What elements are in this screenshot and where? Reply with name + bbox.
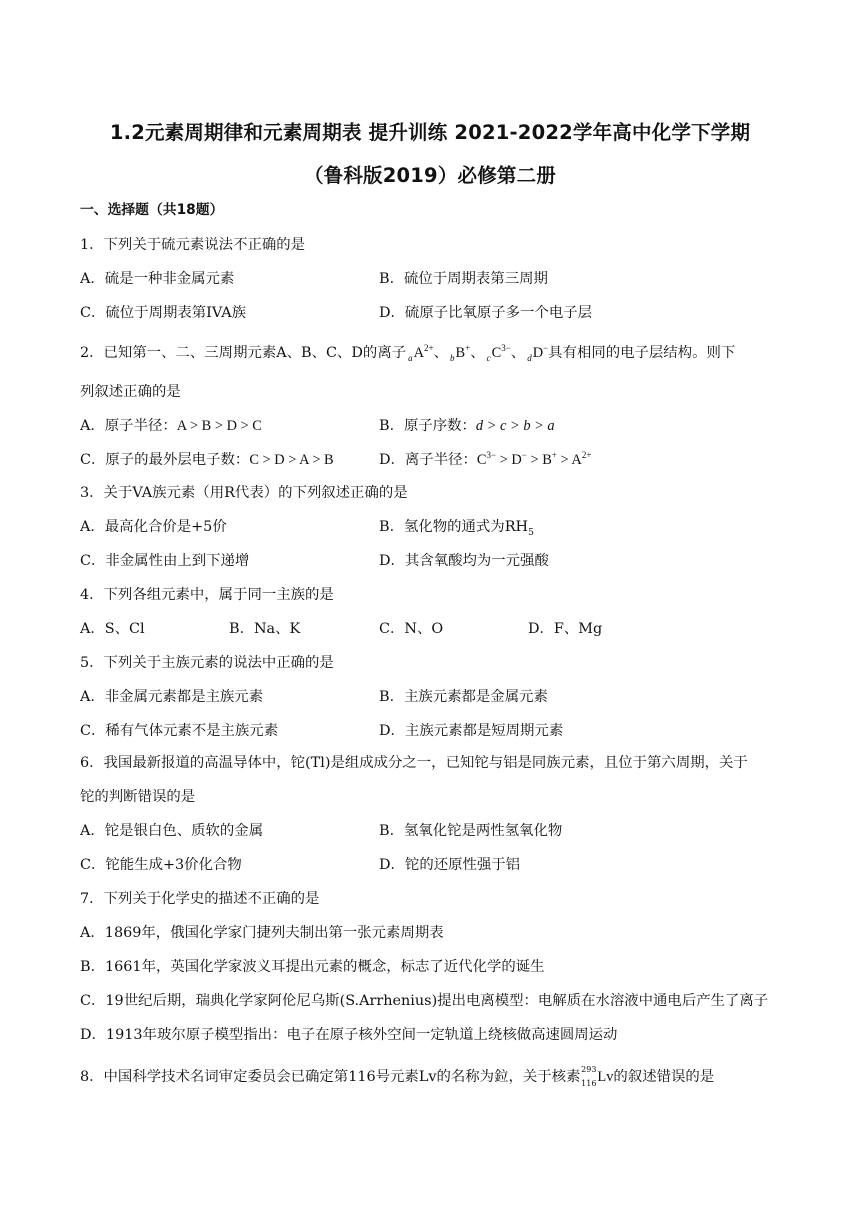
question-7-option-c: C．19世纪后期，瑞典化学家阿伦尼乌斯(S.Arrhenius)提出电离模型：电解质在水溶液中通电后产生了离子 (80, 993, 769, 1009)
question-6-stem-line-1: 6．我国最新报道的高温导体中，铊(Tl)是组成成分之一，已知铊与铝是同族元素，且位于第六周期，关于 (80, 755, 748, 771)
question-6-option-d: D．铊的还原性强于铝 (379, 857, 521, 873)
question-2-stem-prefix: 2．已知第一、二、三周期元素A、B、C、D的离子 (80, 345, 407, 361)
section-heading: 一、选择题（共18题） (80, 202, 224, 218)
question-3-stem: 3．关于VA族元素（用R代表）的下列叙述正确的是 (80, 485, 408, 501)
question-8-stem: 8．中国科学技术名词审定委员会已确定第116号元素Lv的名称为鉝，关于核素 293 116 Lv的叙述错误的是 (80, 1065, 715, 1088)
question-3-option-b: B．氢化物的通式为$RH_5$ (379, 519, 534, 538)
question-2-option-c: C．原子的最外层电子数：C > D > A > B (80, 452, 334, 468)
question-2-stem-suffix: 具有相同的电子层结构。则下 (548, 345, 736, 361)
question-4-option-a: A．S、Cl (80, 621, 145, 637)
nuclide-notation: 293 116 (581, 1065, 597, 1088)
question-3-option-c: C．非金属性由上到下递增 (80, 553, 250, 569)
question-4-option-b: B．Na、K (229, 621, 301, 637)
question-5-stem: 5．下列关于主族元素的说法中正确的是 (80, 655, 334, 671)
document-title-line-2: （鲁科版2019）必修第二册 (303, 164, 557, 187)
question-6-option-a: A．铊是银白色、质软的金属 (80, 823, 264, 839)
question-7-option-a: A．1869年，俄国化学家门捷列夫制出第一张元素周期表 (80, 925, 444, 941)
document-title-line-1: 1.2元素周期律和元素周期表 提升训练 2021-2022学年高中化学下学期 (109, 121, 751, 144)
question-5-option-b: B．主族元素都是金属元素 (379, 689, 548, 705)
question-2-option-a: A．原子半径：A > B > D > C (80, 418, 262, 434)
question-1-stem: 1．下列关于硫元素说法不正确的是 (80, 237, 306, 253)
question-1-option-b: B．硫位于周期表第三周期 (379, 271, 548, 287)
question-2-stem-line-2: 列叙述正确的是 (80, 384, 181, 400)
question-5-option-c: C．稀有气体元素不是主族元素 (80, 723, 279, 739)
question-3-option-d: D．其含氧酸均为一元强酸 (379, 553, 549, 569)
question-6-stem-line-2: 铊的判断错误的是 (80, 789, 196, 805)
question-4-option-d: D．F、Mg (528, 621, 603, 637)
question-1-option-c: C．硫位于周期表第IVA族 (80, 305, 247, 321)
question-6-option-b: B．氢氧化铊是两性氢氧化物 (379, 823, 563, 839)
question-1-option-d: D．硫原子比氧原子多一个电子层 (379, 305, 593, 321)
question-2-option-d: D．离子半径：$C^{3-} > D^- > B^+ > A^{2+}$ (379, 450, 592, 468)
question-5-option-d: D．主族元素都是短周期元素 (379, 723, 564, 739)
question-7-option-b: B．1661年，英国化学家波义耳提出元素的概念，标志了近代化学的诞生 (80, 959, 545, 975)
question-2-stem-line-1: 2．已知第一、二、三周期元素A、B、C、D的离子 $_aA^{2+}$、 $_b$B+、 $_cC^{3-}$、 $_d$D−具有相同的电子层结构。则下 (80, 343, 736, 363)
question-5-option-a: A．非金属元素都是主族元素 (80, 689, 264, 705)
question-3-option-a: A．最高化合价是+5价 (80, 519, 227, 535)
ion-c: $_cC^{3-}$ (486, 343, 511, 363)
ion-d: $_d$D− (527, 343, 549, 363)
ion-b: $_b$B+ (450, 343, 471, 363)
question-7-stem: 7．下列关于化学史的描述不正确的是 (80, 891, 320, 907)
question-7-option-d: D．1913年玻尔原子模型指出：电子在原子核外空间一定轨道上绕核做高速圆周运动 (80, 1027, 618, 1043)
ion-a: $_aA^{2+}$ (408, 343, 434, 363)
question-6-option-c: C．铊能生成+3价化合物 (80, 857, 242, 873)
question-2-option-b: B．原子序数：d > c > b > a (379, 418, 555, 434)
question-4-option-c: C．N、O (379, 621, 444, 637)
question-4-stem: 4．下列各组元素中，属于同一主族的是 (80, 587, 334, 603)
question-1-option-a: A．硫是一种非金属元素 (80, 271, 235, 287)
